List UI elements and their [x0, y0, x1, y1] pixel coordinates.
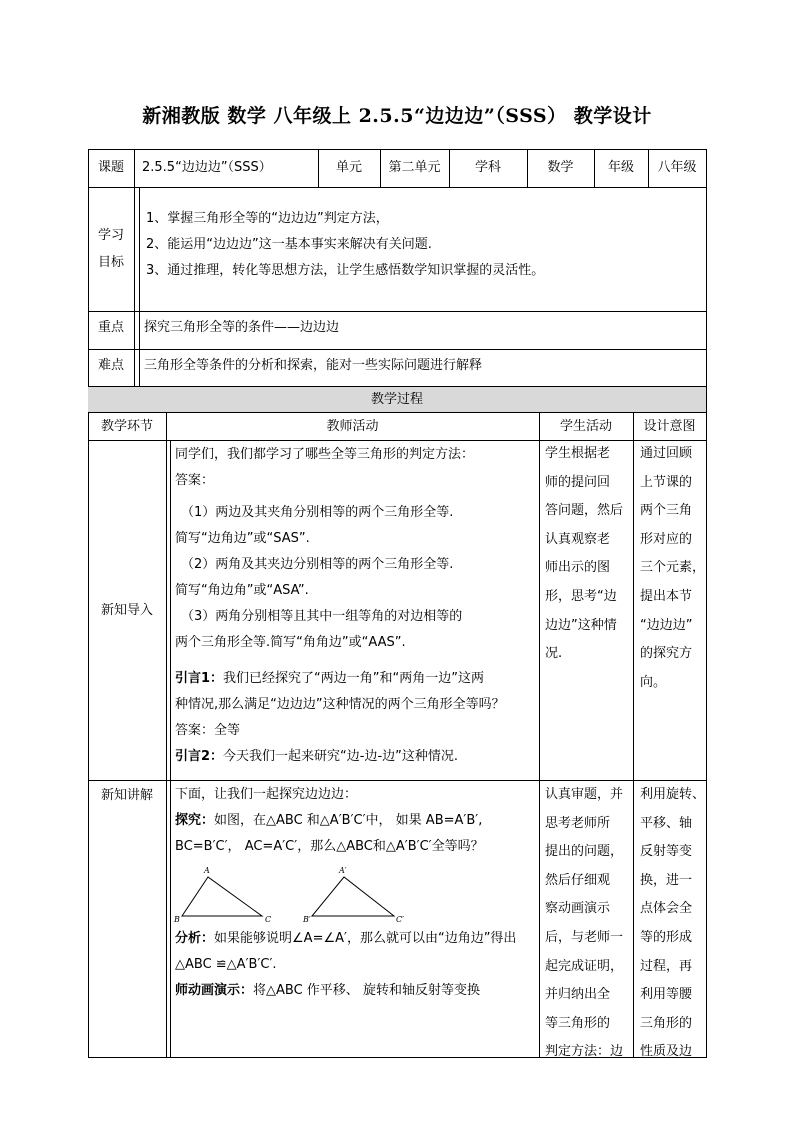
- stage2-teacher: [175, 782, 484, 860]
- unit-label: 单元: [335, 160, 362, 175]
- intent-line: 性质及边: [640, 1044, 693, 1060]
- student-line: 师出示的图: [545, 560, 611, 576]
- demo-text: 将△ABC 作平移、 旋转和轴反射等变换: [253, 983, 480, 998]
- intent-line: “边边边”: [640, 617, 693, 633]
- stage2-intent: [640, 781, 705, 1067]
- process-title: 教学过程: [370, 392, 423, 407]
- student-line: 并归纳出全: [545, 987, 611, 1003]
- analysis-line: [175, 926, 516, 952]
- intent-line: 通过回顾: [640, 446, 693, 461]
- intent-line: 三个元素，: [640, 560, 706, 576]
- student-line: 答问题，然后: [545, 503, 624, 519]
- intro-line: 下面，让我们一起探究边边边：: [175, 787, 358, 802]
- student-line: 然后仔细观: [545, 872, 611, 888]
- intent-line: 换，进一: [640, 872, 693, 888]
- vertex-a: A: [204, 866, 210, 875]
- col-student: 学生活动: [559, 419, 612, 434]
- teacher-line: 简写“角边角”或“ASA”.: [175, 583, 309, 598]
- objectives-label-2: 目标: [97, 255, 124, 270]
- stage2-name: 新知讲解: [100, 788, 153, 803]
- student-line: 师的提问回: [545, 474, 611, 490]
- document-title: 新湘教版 数学 八年级上 2.5.5“边边边”（SSS） 教学设计: [142, 105, 652, 127]
- analysis-text: 如果能够说明∠A=∠A′，那么就可以由“边角边”得出: [214, 931, 517, 946]
- teacher-line: （1）两边及其夹角分别相等的两个三角形全等.: [181, 505, 454, 520]
- grade-value: 八年级: [657, 160, 697, 175]
- analysis-line2: △ABC ≌△A′B′C′.: [175, 957, 277, 972]
- lead2-text: 今天我们一起来研究“边-边-边”这种情况.: [223, 749, 459, 764]
- explore-label: 探究：: [175, 813, 215, 828]
- student-line: 边边”这种情: [545, 617, 617, 633]
- intent-line: 过程，再: [640, 958, 693, 974]
- student-line: 学生根据老: [545, 446, 611, 461]
- intent-line: 向。: [640, 674, 667, 690]
- stage1-intent: [640, 440, 705, 697]
- teacher-line: 同学们，我们都学习了哪些全等三角形的判定方法：: [175, 447, 475, 462]
- student-line: 察动画演示: [545, 901, 611, 917]
- key-point-value: 探究三角形全等的条件——边边边: [144, 320, 340, 335]
- vertex-c-prime: C′: [396, 915, 404, 924]
- vertex-c: C: [265, 915, 272, 924]
- teacher-line: （2）两角及其夹边分别相等的两个三角形全等.: [181, 557, 454, 572]
- student-line: 提出的问题，: [545, 844, 624, 860]
- objective-item: 3、通过推理，转化等思想方法，让学生感悟数学知识掌握的灵活性。: [146, 263, 545, 278]
- intent-line: 的探究方: [640, 646, 693, 662]
- student-line: 后，与老师一: [545, 929, 624, 945]
- lead1-text: 我们已经探究了“两边一角”和“两角一边”这两: [223, 671, 484, 686]
- stage1-name: 新知导入: [100, 603, 153, 618]
- intent-line: 等的形成: [640, 929, 693, 945]
- triangle-abc-prime: [312, 877, 394, 916]
- difficulty-label: 难点: [97, 358, 124, 373]
- lead2-label: 引言2：: [175, 749, 224, 764]
- teacher-line: 答案：: [175, 473, 215, 488]
- stage2-student: [545, 781, 623, 1067]
- objectives-label-1: 学习: [97, 228, 124, 243]
- demo-label: 师动画演示：: [175, 983, 254, 998]
- lead1-label: 引言1：: [175, 671, 224, 686]
- student-line: 况.: [545, 646, 563, 662]
- lead1-line: [175, 666, 505, 692]
- intent-line: 平移、轴: [640, 815, 693, 831]
- triangle-abc: [182, 877, 262, 916]
- analysis-label: 分析：: [175, 931, 215, 946]
- course-value: 2.5.5“边边边”（SSS）: [142, 160, 272, 175]
- lead2-line: [175, 744, 505, 770]
- teacher-line: 简写“边角边”或“SAS”.: [175, 531, 310, 546]
- key-point-label: 重点: [97, 320, 124, 335]
- objective-item: 1、掌握三角形全等的“边边边”判定方法，: [146, 211, 389, 226]
- lead1-line2: 种情况,那么满足“边边边”这种情况的两个三角形全等吗？: [175, 697, 505, 712]
- demo-line: [175, 978, 516, 1004]
- stage1-teacher: [175, 442, 505, 770]
- objectives-list: [146, 206, 544, 284]
- intent-line: 利用等腰: [640, 987, 693, 1003]
- col-stage: 教学环节: [100, 419, 153, 434]
- intent-line: 上节课的: [640, 474, 693, 490]
- explore-line: [175, 808, 484, 834]
- objective-item: 2、能运用“边边边”这一基本事实来解决有关问题.: [146, 237, 432, 252]
- intent-line: 两个三角: [640, 503, 693, 519]
- student-line: 形，思考“边: [545, 588, 617, 604]
- stage2-analysis: [175, 926, 516, 1004]
- teacher-line: 两个三角形全等.简写“角角边”或“AAS”.: [175, 635, 406, 650]
- intent-line: 三角形的: [640, 1015, 693, 1031]
- student-line: 思考老师所: [545, 815, 611, 831]
- vertex-a-prime: A′: [339, 866, 347, 875]
- teacher-line: （3）两角分别相等且其中一组等角的对边相等的: [181, 609, 463, 624]
- difficulty-value: 三角形全等条件的分析和探索，能对一些实际问题进行解释: [144, 358, 483, 373]
- unit-value: 第二单元: [388, 160, 441, 175]
- student-line: 认真观察老: [545, 531, 611, 547]
- intent-line: 形对应的: [640, 531, 693, 547]
- col-teacher: 教师活动: [326, 419, 379, 434]
- explore-line2: BC=B′C′， AC=A′C′，那么△ABC和△A′B′C′全等吗？: [175, 839, 484, 854]
- triangles-figure: [172, 862, 412, 926]
- stage1-student: [545, 440, 623, 669]
- answer-line: 答案：全等: [175, 723, 241, 738]
- intent-line: 提出本节: [640, 588, 693, 604]
- intent-line: 利用旋转、: [640, 787, 706, 802]
- student-line: 认真审题，并: [545, 787, 624, 802]
- course-label: 课题: [97, 160, 124, 175]
- explore-text: 如图，在△ABC 和△A′B′C′中， 如果 AB=A′B′,: [214, 813, 483, 828]
- subject-value: 数学: [547, 160, 574, 175]
- student-line: 判定方法：边: [545, 1044, 624, 1060]
- student-line: 等三角形的: [545, 1015, 611, 1031]
- vertex-b-prime: B′: [303, 915, 311, 924]
- student-line: 起完成证明，: [545, 958, 624, 974]
- subject-label: 学科: [474, 160, 501, 175]
- intent-line: 点体会全: [640, 901, 693, 917]
- col-intent: 设计意图: [643, 419, 696, 434]
- intent-line: 反射等变: [640, 844, 693, 860]
- vertex-b: B: [174, 915, 180, 924]
- grade-label: 年级: [607, 160, 634, 175]
